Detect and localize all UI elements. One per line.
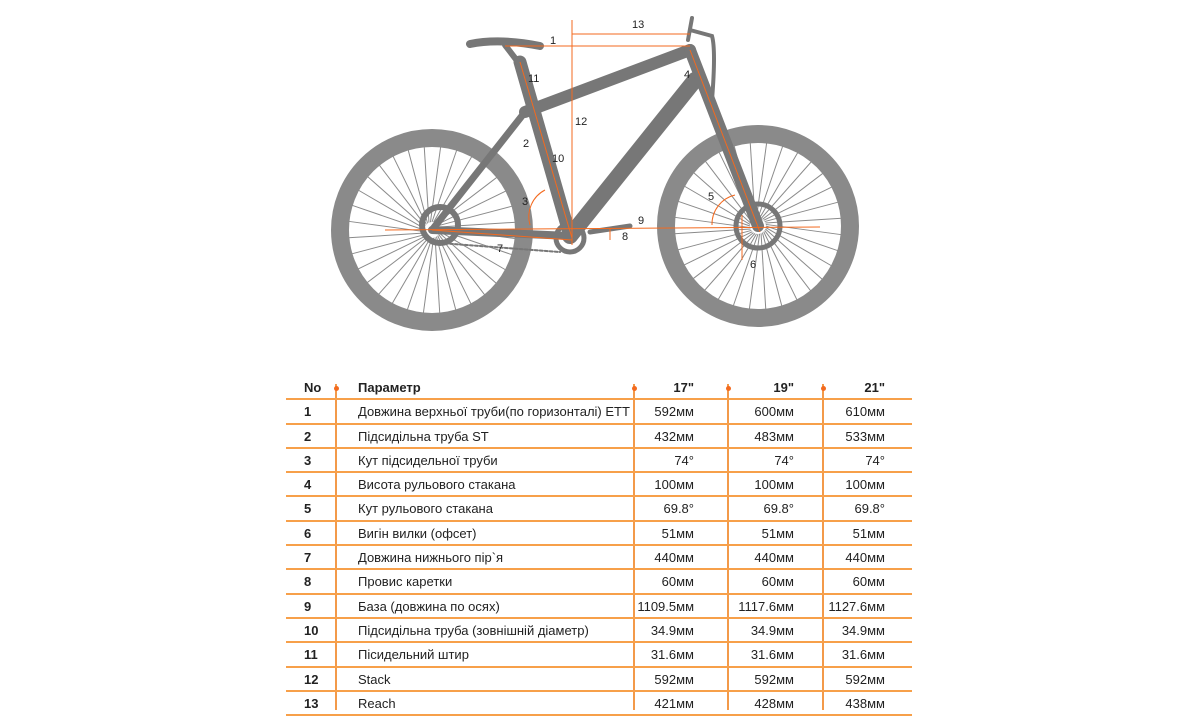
cell-s3: 34.9мм	[841, 622, 885, 638]
spoke	[367, 176, 424, 227]
cell-s2: 1117.6мм	[738, 598, 794, 614]
cell-s1: 432мм	[654, 428, 694, 444]
cell-s3: 100мм	[845, 477, 885, 493]
cell-s1: 100мм	[654, 477, 694, 493]
spoke	[378, 237, 429, 294]
label-1: 1	[550, 35, 557, 47]
cell-no: 5	[304, 501, 312, 517]
label-2: 2	[523, 138, 530, 150]
cell-param: Довжина нижнього пір`я	[358, 550, 504, 566]
cell-s3: 440мм	[845, 550, 885, 566]
label-4: 4	[684, 69, 691, 81]
table-row	[286, 425, 912, 449]
cell-param: Довжина верхньої труби(по горизонталі) ETT	[358, 404, 630, 420]
header-size-17: 17"	[673, 380, 694, 395]
cell-s2: 428мм	[754, 695, 794, 711]
cell-s3: 74°	[865, 452, 885, 468]
cell-s3: 60мм	[852, 574, 885, 590]
cell-no: 7	[304, 550, 312, 566]
cell-s1: 34.9мм	[650, 622, 694, 638]
cell-s1: 421мм	[654, 695, 694, 711]
cell-s3: 69.8°	[854, 501, 885, 517]
geometry-table	[286, 376, 912, 716]
cell-s3: 533мм	[845, 428, 885, 444]
spoke	[439, 222, 515, 227]
label-10: 10	[552, 153, 565, 165]
cell-no: 1	[304, 404, 312, 420]
cell-no: 6	[304, 525, 312, 541]
cell-no: 4	[304, 477, 312, 493]
table-header	[286, 376, 912, 400]
cell-s2: 592мм	[754, 671, 794, 687]
cell-s2: 60мм	[761, 574, 794, 590]
cell-param: Кут рульового стакана	[358, 501, 493, 517]
table-row	[286, 473, 912, 497]
cell-no: 3	[304, 452, 312, 468]
label-9: 9	[638, 215, 645, 227]
cell-param: База (довжина по осях)	[358, 598, 500, 614]
table-row	[286, 619, 912, 643]
table-row	[286, 692, 912, 716]
label-8: 8	[622, 231, 629, 243]
cell-param: Підсидільна труба (зовнішній діаметр)	[358, 622, 589, 638]
cell-s3: 592мм	[845, 671, 885, 687]
cell-s1: 74°	[674, 452, 694, 468]
cell-param: Вигін вилки (офсет)	[358, 525, 477, 541]
table-row	[286, 570, 912, 594]
label-7: 7	[497, 243, 504, 255]
header-param: Параметр	[358, 380, 421, 395]
cell-s1: 440мм	[654, 550, 694, 566]
table-row	[286, 497, 912, 521]
cell-s3: 438мм	[845, 695, 885, 711]
cell-s2: 34.9мм	[750, 622, 794, 638]
table-row	[286, 643, 912, 667]
header-size-19: 19"	[773, 380, 794, 395]
cell-s1: 69.8°	[663, 501, 694, 517]
cell-s2: 100мм	[754, 477, 794, 493]
label-5: 5	[708, 191, 715, 203]
cell-s3: 1127.6мм	[828, 598, 885, 614]
cell-no: 8	[304, 574, 312, 590]
cell-s1: 51мм	[661, 525, 694, 541]
header-no: No	[304, 380, 322, 395]
cell-s2: 440мм	[754, 550, 794, 566]
table-row	[286, 400, 912, 424]
cell-param: Кут підсидельної труби	[358, 452, 498, 468]
cell-param: Reach	[358, 695, 396, 711]
cell-param: Підсидільна труба ST	[358, 428, 489, 444]
cell-s3: 51мм	[852, 525, 885, 541]
spoke	[760, 152, 798, 218]
spoke	[704, 233, 755, 290]
label-6: 6	[750, 259, 757, 271]
label-13: 13	[632, 19, 645, 31]
cell-s1: 592мм	[654, 404, 694, 420]
cell-param: Stack	[358, 671, 391, 687]
cell-param: Пісидельний штир	[358, 647, 469, 663]
cell-no: 12	[304, 671, 319, 687]
cell-no: 13	[304, 695, 319, 711]
cell-no: 2	[304, 428, 312, 444]
cell-s1: 60мм	[661, 574, 694, 590]
table-row	[286, 522, 912, 546]
table-row	[286, 668, 912, 692]
cell-param: Висота рульового стакана	[358, 477, 516, 493]
header-size-21: 21"	[864, 380, 885, 395]
cell-s2: 31.6мм	[750, 647, 794, 663]
cell-s3: 610мм	[845, 404, 885, 420]
cell-s2: 483мм	[754, 428, 794, 444]
cell-s2: 51мм	[761, 525, 794, 541]
label-11: 11	[528, 73, 540, 85]
spoke	[435, 237, 440, 313]
cell-no: 11	[304, 647, 318, 663]
spoke	[358, 190, 424, 228]
spoke	[765, 229, 822, 280]
spoke	[761, 161, 812, 218]
spoke	[766, 228, 832, 266]
table-row	[286, 449, 912, 473]
cell-no: 9	[304, 598, 312, 614]
cell-s1: 31.6мм	[650, 647, 694, 663]
cell-s1: 592мм	[654, 671, 694, 687]
spoke	[348, 233, 424, 238]
spoke	[392, 238, 430, 304]
table-row	[286, 546, 912, 570]
cell-s2: 600мм	[754, 404, 794, 420]
label-12: 12	[575, 116, 588, 128]
table-row	[286, 595, 912, 619]
cell-s1: 1109.5мм	[637, 598, 694, 614]
cell-s2: 74°	[774, 452, 794, 468]
cell-s2: 69.8°	[763, 501, 794, 517]
cell-s3: 31.6мм	[841, 647, 885, 663]
cell-param: Провис каретки	[358, 574, 453, 590]
cell-no: 10	[304, 622, 319, 638]
label-3: 3	[522, 196, 529, 208]
